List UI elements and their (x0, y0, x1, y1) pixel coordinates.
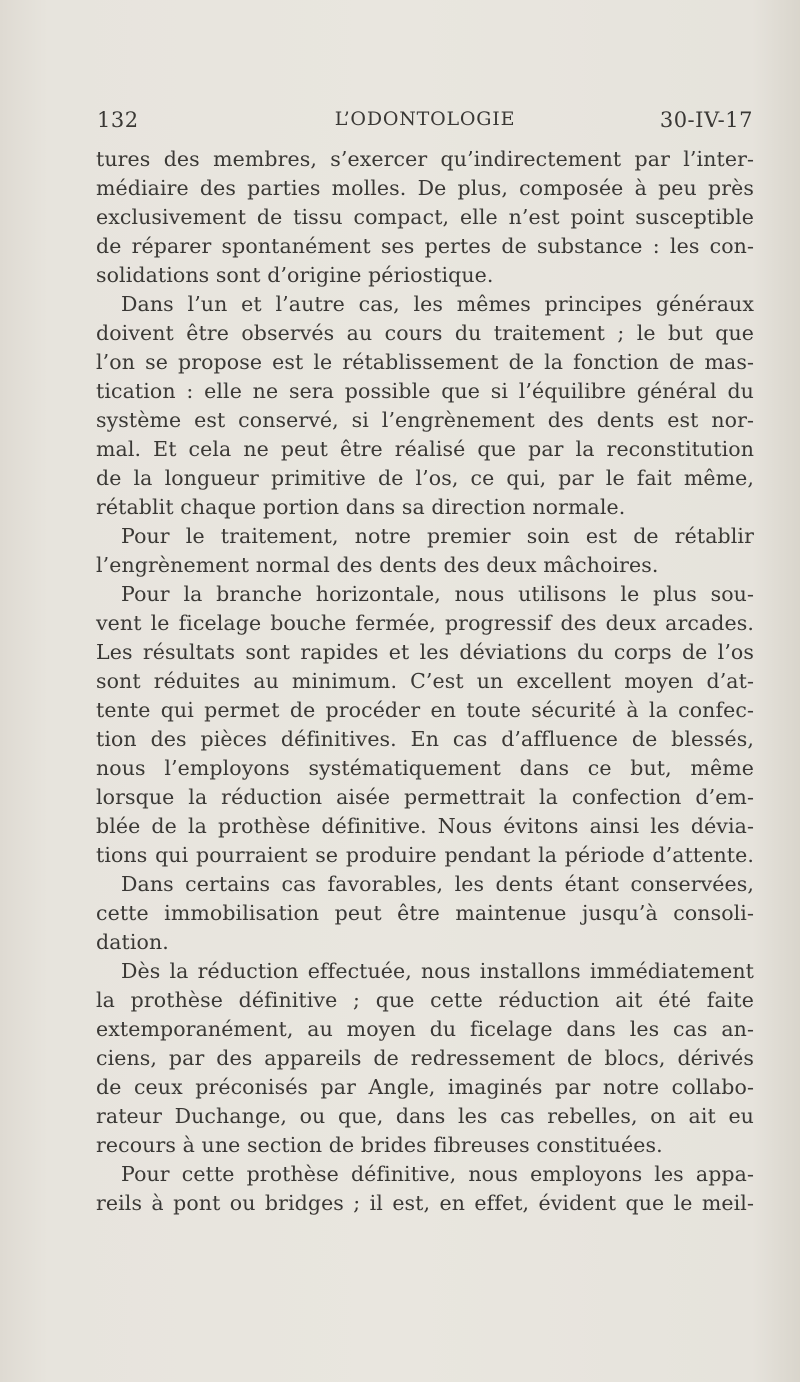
text-line: ciens, par des appareils de redressement de blocs, dérivés (96, 1046, 754, 1070)
paragraph (96, 957, 754, 1160)
text-line: dation. (96, 930, 169, 954)
text-line: rétablit chaque portion dans sa direction normale. (96, 495, 626, 519)
running-header (97, 108, 753, 138)
text-line: rateur Duchange, ou que, dans les cas rebelles, on ait eu (96, 1104, 754, 1128)
text-line: Pour la branche horizontale, nous utilisons le plus sou- (121, 582, 754, 606)
text-line: tication : elle ne sera possible que si l’équilibre général du (96, 379, 754, 403)
text-line: Dès la réduction effectuée, nous installons immédiatement (121, 959, 754, 983)
body-text (96, 145, 754, 1218)
paragraph (96, 1160, 754, 1218)
issue-date: 30-IV-17 (659, 108, 753, 132)
text-line: nous l’employons systématiquement dans ce but, même (96, 756, 754, 780)
text-line: doivent être observés au cours du traitement ; le but que (96, 321, 754, 345)
text-line: tures des membres, s’exercer qu’indirectement par l’inter- (96, 147, 754, 171)
text-line: sont réduites au minimum. C’est un excellent moyen d’at- (96, 669, 754, 693)
text-line: tente qui permet de procéder en toute sécurité à la confec- (96, 698, 754, 722)
paragraph (96, 290, 754, 522)
text-line: cette immobilisation peut être maintenue jusqu’à consoli- (96, 901, 754, 925)
paragraph (96, 522, 754, 580)
text-line: Dans l’un et l’autre cas, les mêmes principes généraux (121, 292, 754, 316)
text-line: lorsque la réduction aisée permettrait la confection d’em- (96, 785, 754, 809)
paragraph (96, 145, 754, 290)
paragraph (96, 580, 754, 870)
journal-title: L’ODONTOLOGIE (334, 108, 516, 130)
text-line: médiaire des parties molles. De plus, composée à peu près (96, 176, 754, 200)
text-line: l’on se propose est le rétablissement de la fonction de mas- (96, 350, 754, 374)
text-line: tions qui pourraient se produire pendant la période d’attente. (96, 843, 754, 867)
text-line: extemporanément, au moyen du ficelage dans les cas an- (96, 1017, 754, 1041)
text-line: vent le ficelage bouche fermée, progressif des deux arcades. (96, 611, 754, 635)
text-line: reils à pont ou bridges ; il est, en effet, évident que le meil- (96, 1191, 754, 1215)
text-line: blée de la prothèse définitive. Nous évitons ainsi les dévia- (96, 814, 754, 838)
text-line: recours à une section de brides fibreuses constituées. (96, 1133, 663, 1157)
text-line: mal. Et cela ne peut être réalisé que par la reconstitution (96, 437, 754, 461)
text-line: exclusivement de tissu compact, elle n’est point susceptible (96, 205, 754, 229)
text-line: Pour cette prothèse définitive, nous employons les appa- (121, 1162, 754, 1186)
text-line: système est conservé, si l’engrènement des dents est nor- (96, 408, 754, 432)
text-line: de ceux préconisés par Angle, imaginés par notre collabo- (96, 1075, 754, 1099)
text-line: la prothèse définitive ; que cette réduction ait été faite (96, 988, 754, 1012)
page-number: 132 (97, 108, 139, 132)
text-line: de la longueur primitive de l’os, ce qui, par le fait même, (96, 466, 754, 490)
paragraph (96, 870, 754, 957)
text-line: Dans certains cas favorables, les dents étant conservées, (121, 872, 754, 896)
text-line: Pour le traitement, notre premier soin est de rétablir (121, 524, 754, 548)
text-line: solidations sont d’origine périostique. (96, 263, 494, 287)
text-line: de réparer spontanément ses pertes de substance : les con- (96, 234, 754, 258)
text-line: l’engrènement normal des dents des deux mâchoires. (96, 553, 659, 577)
text-line: tion des pièces définitives. En cas d’affluence de blessés, (96, 727, 754, 751)
text-line: Les résultats sont rapides et les déviations du corps de l’os (96, 640, 754, 664)
